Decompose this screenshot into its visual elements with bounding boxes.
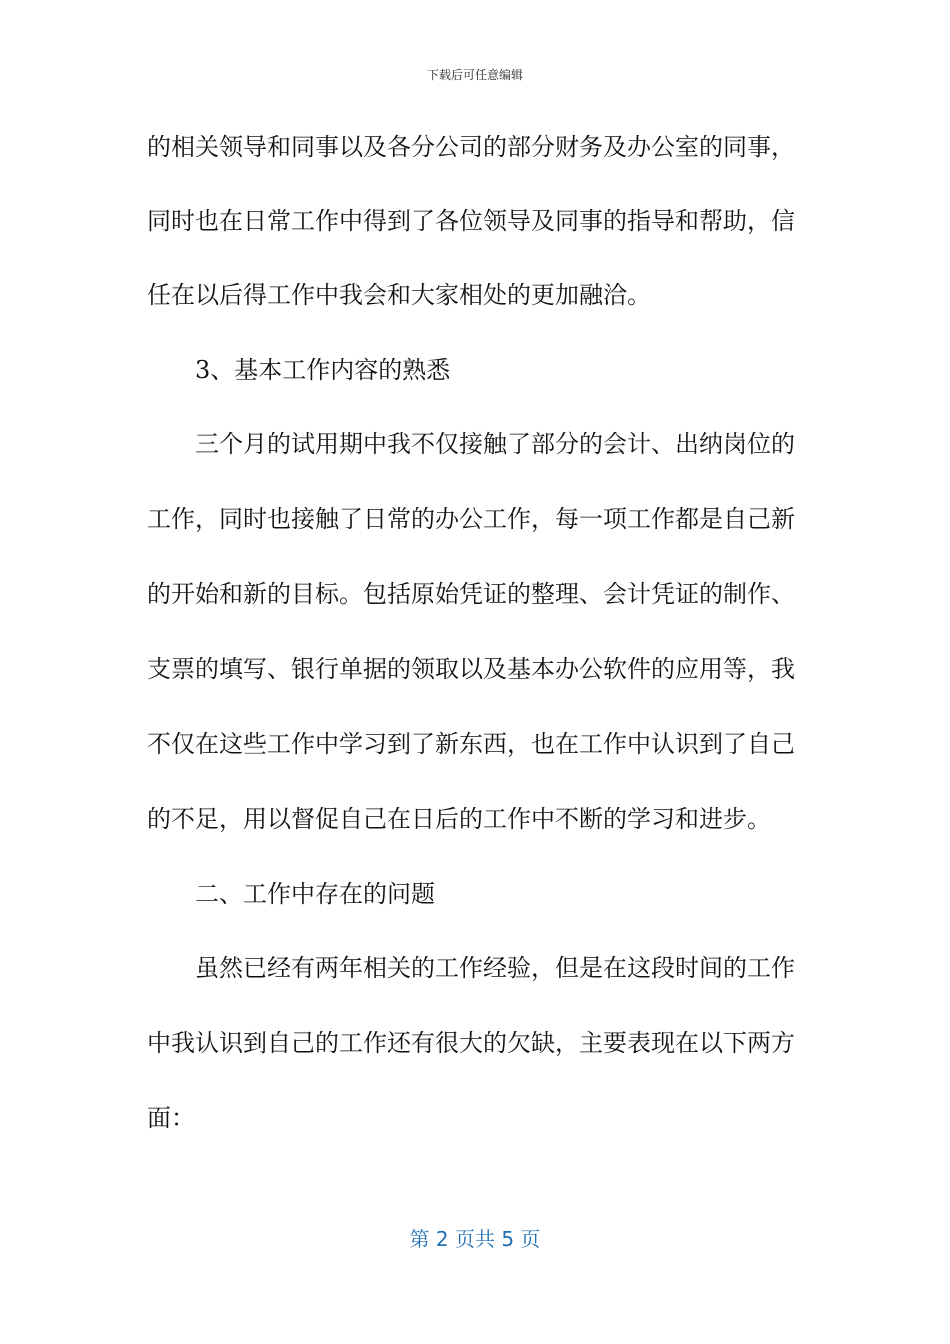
page-number-footer: 第 2 页共 5 页 <box>409 1227 541 1251</box>
paragraph-line: 的相关领导和同事以及各分公司的部分财务及办公室的同事， <box>147 133 795 161</box>
section-heading: 二、工作中存在的问题 <box>195 880 435 908</box>
paragraph-line: 中我认识到自己的工作还有很大的欠缺，主要表现在以下两方 <box>147 1029 795 1057</box>
paragraph-line: 面： <box>147 1104 195 1132</box>
section-heading: 3、基本工作内容的熟悉 <box>195 356 451 384</box>
paragraph-line: 支票的填写、银行单据的领取以及基本办公软件的应用等，我 <box>147 655 795 683</box>
paragraph-line: 的不足，用以督促自己在日后的工作中不断的学习和进步。 <box>147 805 771 833</box>
paragraph-line: 不仅在这些工作中学习到了新东西，也在工作中认识到了自己 <box>147 730 795 758</box>
paragraph-line: 任在以后得工作中我会和大家相处的更加融洽。 <box>147 281 651 309</box>
paragraph-line: 同时也在日常工作中得到了各位领导及同事的指导和帮助，信 <box>147 207 795 235</box>
paragraph-line: 虽然已经有两年相关的工作经验，但是在这段时间的工作 <box>195 954 795 982</box>
paragraph-line: 三个月的试用期中我不仅接触了部分的会计、出纳岗位的 <box>195 430 795 458</box>
paragraph-line: 的开始和新的目标。包括原始凭证的整理、会计凭证的制作、 <box>147 580 795 608</box>
paragraph-line: 工作，同时也接触了日常的办公工作，每一项工作都是自己新 <box>147 505 795 533</box>
page-header-note: 下载后可任意编辑 <box>426 68 523 82</box>
